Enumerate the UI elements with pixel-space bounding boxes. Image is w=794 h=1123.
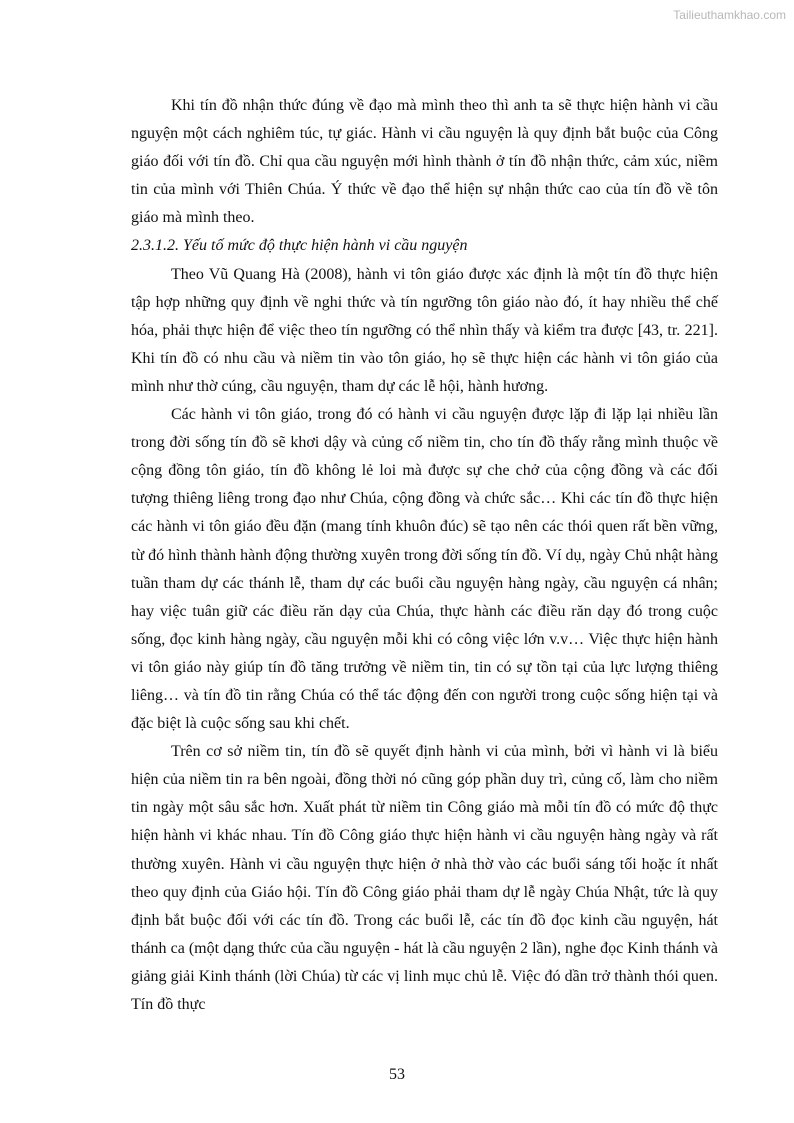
page-content bbox=[131, 92, 718, 1019]
paragraph-1: Khi tín đồ nhận thức đúng về đạo mà mình theo thì anh ta sẽ thực hiện hành vi cầu nguyện một cách nghiêm túc, tự giác. Hành vi cầu nguyện là quy định bắt buộc của Công giáo đối với tín đồ. Chỉ qua cầu nguyện mới hình thành ở tín đồ nhận thức, cảm xúc, niềm tin của mình với Thiên Chúa. Ý thức về đạo thể hiện sự nhận thức cao của tín đồ về tôn giáo mà mình theo. bbox=[131, 97, 718, 227]
paragraph-4: Trên cơ sở niềm tin, tín đồ sẽ quyết định hành vi của mình, bởi vì hành vi là biểu hiện của niềm tin ra bên ngoài, đồng thời nó cũng góp phần duy trì, củng cố, làm cho niềm tin ngày một sâu sắc hơn. Xuất phát từ niềm tin Công giáo mà mỗi tín đồ có mức độ thực hiện hành vi khác nhau. Tín đồ Công giáo thực hiện hành vi cầu nguyện hàng ngày và rất thường xuyên. Hành vi cầu nguyện thực hiện ở nhà thờ vào các buổi sáng tối hoặc ít nhất theo quy định của Giáo hội. Tín đồ Công giáo phải tham dự lễ ngày Chúa Nhật, tức là quy định bắt buộc đối với các tín đồ. Trong các buổi lễ, các tín đồ đọc kinh cầu nguyện, hát thánh ca (một dạng thức của cầu nguyện - hát là cầu nguyện 2 lần), nghe đọc Kinh thánh và giảng giải Kinh thánh (lời Chúa) từ các vị linh mục chủ lễ. Việc đó dần trở thành thói quen. Tín đồ thực bbox=[131, 743, 718, 1013]
section-heading: 2.3.1.2. Yếu tố mức độ thực hiện hành vi cầu nguyện bbox=[131, 237, 468, 255]
paragraph-3: Các hành vi tôn giáo, trong đó có hành vi cầu nguyện được lặp đi lặp lại nhiều lần trong đời sống tín đồ sẽ khơi dậy và củng cố niềm tin, cho tín đồ thấy rằng mình thuộc về cộng đồng tôn giáo, tín đồ không lẻ loi mà được sự che chở của cộng đồng và các đối tượng thiêng liêng trong đạo như Chúa, cộng đồng và chức sắc… Khi các tín đồ thực hiện các hành vi tôn giáo đều đặn (mang tính khuôn đúc) sẽ tạo nên các thói quen rất bền vững, từ đó hình thành hành động thường xuyên trong đời sống tín đồ. Ví dụ, ngày Chủ nhật hàng tuần tham dự các thánh lễ, tham dự các buổi cầu nguyện hàng ngày, cầu nguyện cá nhân; hay việc tuân giữ các điều răn dạy của Chúa, thực hành các điều răn dạy đó trong cuộc sống, đọc kinh hàng ngày, cầu nguyện mỗi khi có công việc lớn v.v… Việc thực hiện hành vi tôn giáo này giúp tín đồ tăng trưởng về niềm tin, tin có sự tồn tại của lực lượng thiêng liêng… và tín đồ tin rằng Chúa có thể tác động đến con người trong cuộc sống hiện tại và đặc biệt là cuộc sống sau khi chết. bbox=[131, 406, 718, 733]
page-number: 53 bbox=[389, 1066, 405, 1083]
watermark: Tailieuthamkhao.com bbox=[673, 8, 786, 22]
paragraph-2: Theo Vũ Quang Hà (2008), hành vi tôn giáo được xác định là một tín đồ thực hiện tập hợp những quy định về nghi thức và tín ngưỡng tôn giáo nào đó, ít hay nhiều thể chế hóa, phải thực hiện để việc theo tín ngưỡng có thể nhìn thấy và kiểm tra được [43, tr. 221]. Khi tín đồ có nhu cầu và niềm tin vào tôn giáo, họ sẽ thực hiện các hành vi tôn giáo của mình như thờ cúng, cầu nguyện, tham dự các lễ hội, hành hương. bbox=[131, 265, 718, 395]
